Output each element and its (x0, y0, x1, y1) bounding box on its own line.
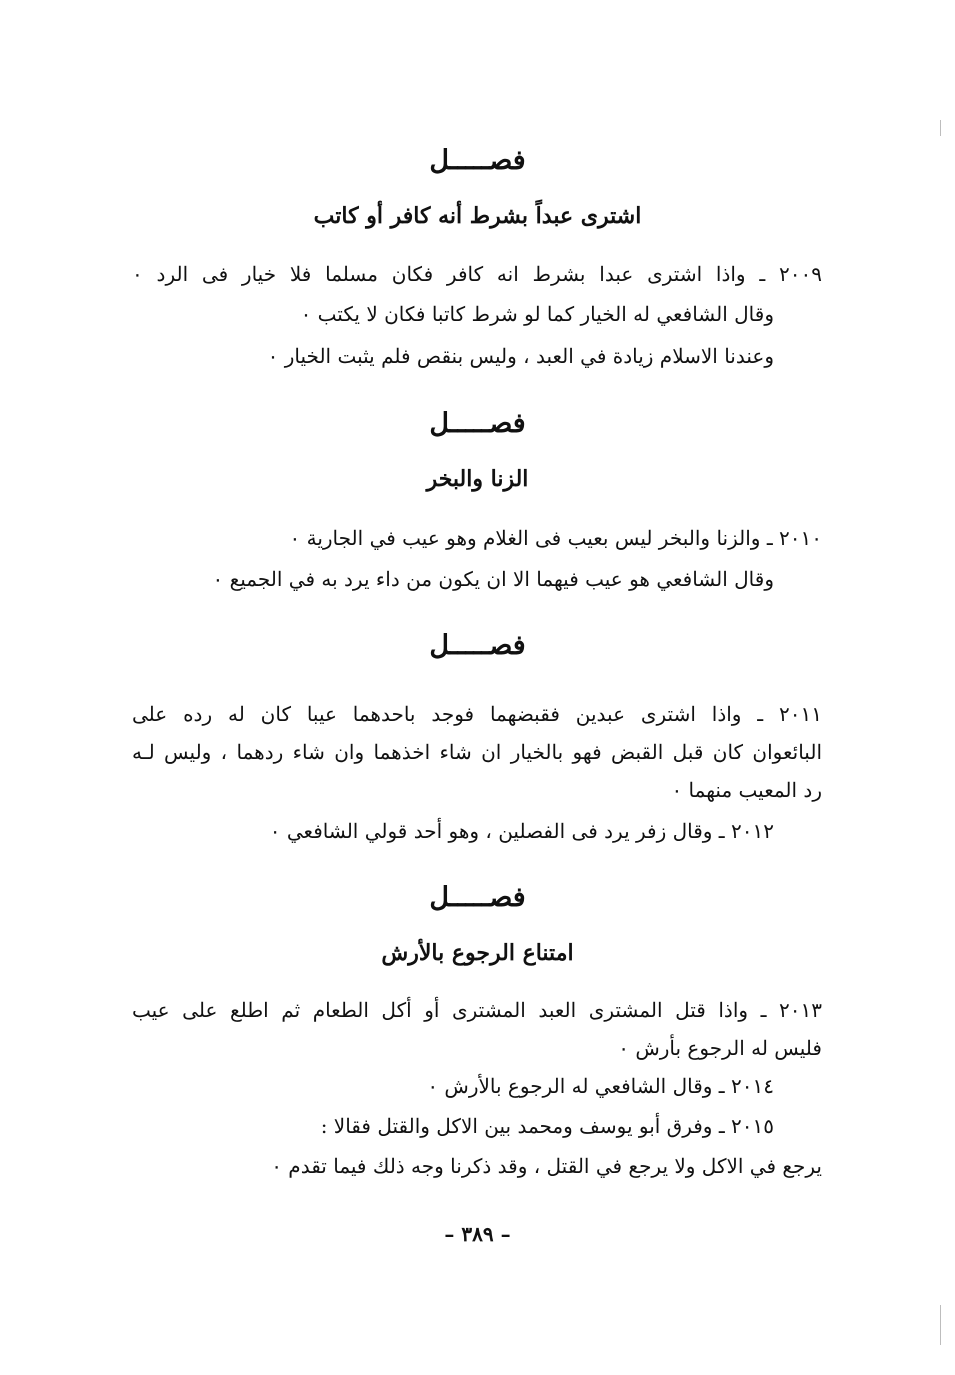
paragraph-line: وقال الشافعي هو عيب فيهما الا ان يكون من داء يرد به في الجميع ٠ (212, 567, 774, 591)
paragraph-line: ٢٠١٣ ـ واذا قتل المشترى العبد المشترى أو أكل الطعام ثم اطلع على عيب (132, 998, 822, 1022)
paragraph-line: ٢٠١٥ ـ وفرق أبو يوسف ومحمد بين الاكل والقتل فقالا : (320, 1114, 774, 1138)
paragraph-line: وقال الشافعي له الخيار كما لو شرط كاتبا فكان لا يكتب ٠ (300, 302, 774, 326)
paragraph-line: ٢٠٠٩ ـ واذا اشترى عبدا بشرط انه كافر فكان مسلما فلا خيار فى الرد ٠ (132, 262, 822, 286)
section-body-2 (132, 524, 822, 604)
section-heading-3: فصـــــل (429, 630, 526, 661)
paragraph-line: ٢٠١٤ ـ وقال الشافعي له الرجوع بالأرش ٠ (427, 1074, 774, 1098)
paragraph-line: يرجع في الاكل ولا يرجع في القتل ، وقد ذكرنا وجه ذلك فيما تقدم ٠ (271, 1154, 822, 1178)
scan-edge-mark (940, 1305, 941, 1345)
paragraph-line: ٢٠١١ ـ واذا اشترى عبدين فقبضهما فوجد باحدهما عيبا كان له رده على (132, 702, 822, 726)
section-body-1 (132, 260, 822, 380)
section-subtitle-4: امتناع الرجوع بالأرش (381, 940, 574, 966)
paragraph-line: ٢٠١٢ ـ وقال زفر يرد فى الفصلين ، وهو أحد قولي الشافعي ٠ (269, 819, 774, 843)
paragraph-line: فليس له الرجوع بأرش ٠ (618, 1036, 822, 1060)
section-body-4 (132, 996, 822, 1186)
paragraph-line: رد المعيب منهما ٠ (671, 778, 822, 802)
scan-edge-mark (940, 120, 941, 136)
page-number: – ٣٨٩ – (444, 1222, 511, 1246)
section-heading-1: فصـــــل (429, 145, 526, 176)
section-heading-4: فصـــــل (429, 882, 526, 913)
section-body-3 (132, 700, 822, 860)
paragraph-line: البائعوان كان قبل القبض فهو بالخيار ان شاء اخذهما وان شاء ردهما ، وليس لـه (132, 740, 822, 764)
paragraph-line: وعندنا الاسلام زيادة في العبد ، وليس بنقص فلم يثبت الخيار ٠ (267, 344, 774, 368)
section-heading-2: فصـــــل (429, 408, 526, 439)
section-subtitle-2: الزنا والبخر (426, 466, 529, 492)
section-subtitle-1: اشترى عبداً بشرط أنه كافر أو كاتب (313, 203, 642, 229)
paragraph-line: ٢٠١٠ ـ والزنا والبخر ليس بعيب فى الغلام وهو عيب في الجارية ٠ (289, 526, 822, 550)
